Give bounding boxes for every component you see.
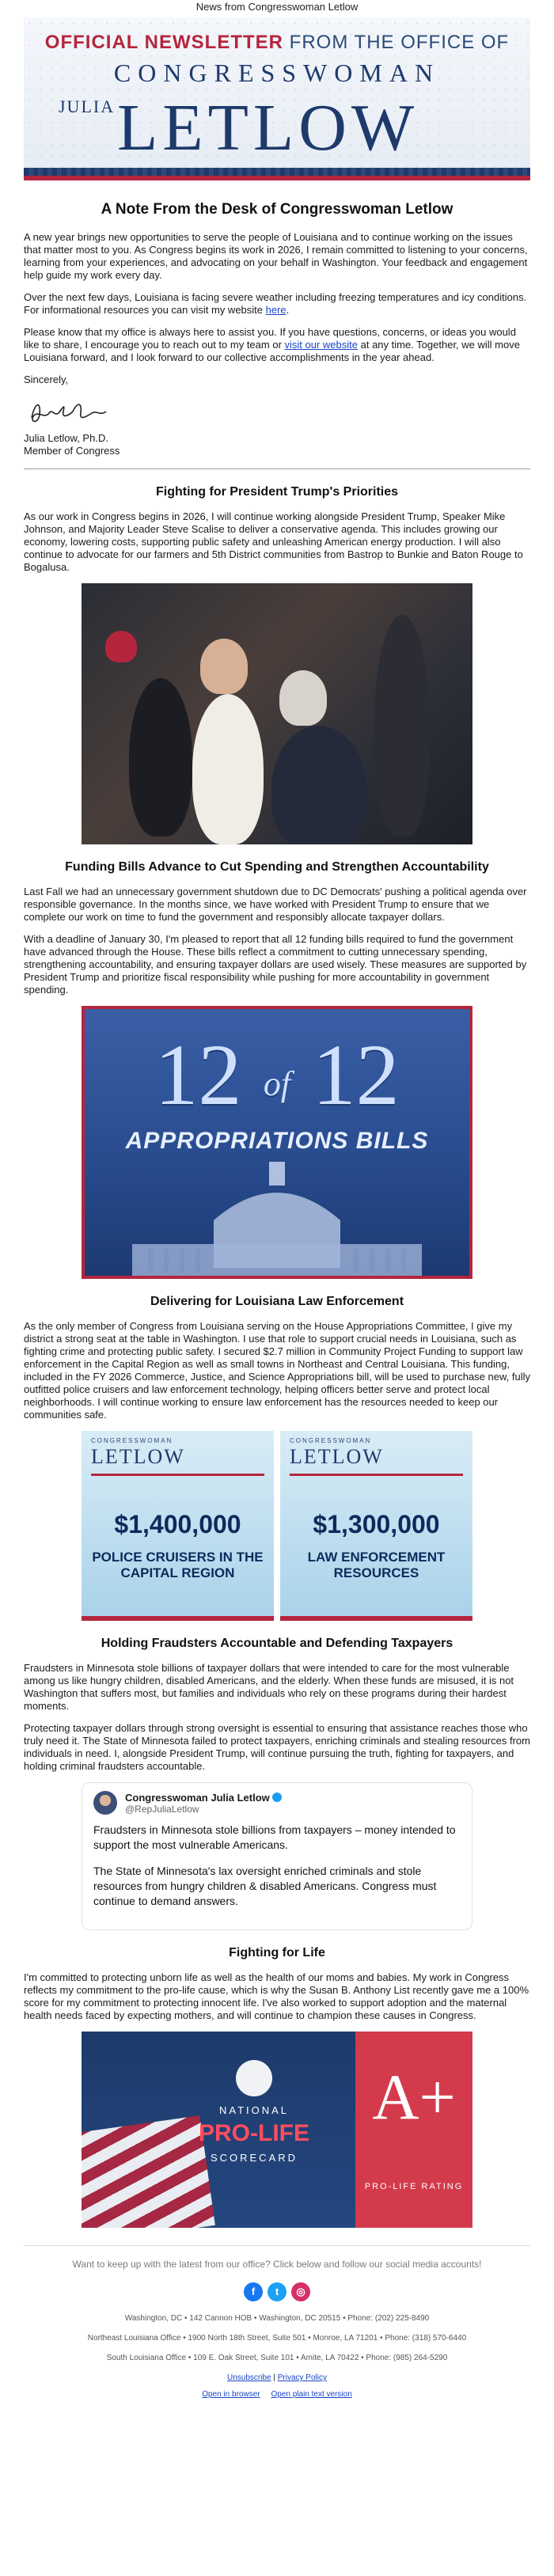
instagram-icon[interactable]: ◎ xyxy=(291,2282,310,2301)
life-paragraph: I'm committed to protecting unborn life as well as the health of our moms and babies. My work in Congress reflects my commitment to the pro-life cause, which is why the Susan B. Anthony List recently gave me a 100% score for my commitment to protecting innocent life. I've also worked to support adoption and the maternal health needs faced by expecting mothers, and will continue to champion these causes in Congress. xyxy=(24,1971,529,2021)
dc-office-address: Washington, DC • 142 Cannon HOB • Washington, DC 20515 • Phone: (202) 225-8490 xyxy=(124,2314,430,2323)
note-paragraph-3 xyxy=(24,326,530,364)
card-congresswoman: CONGRESSWOMAN xyxy=(290,1437,372,1444)
facebook-icon[interactable]: f xyxy=(244,2282,263,2301)
masthead-banner xyxy=(24,17,530,180)
tweet-author-name xyxy=(125,1792,282,1804)
footer xyxy=(24,2245,530,2399)
photo-figure xyxy=(271,726,366,844)
funding-cards xyxy=(82,1431,472,1621)
northeast-office-address: Northeast Louisiana Office • 1900 North 18th Street, Suite 501 • Monroe, LA 71201 • Phone: (318) 570-6440 xyxy=(87,2334,467,2343)
scorecard-pro-life: PRO-LIFE xyxy=(199,2120,309,2146)
of-word: of xyxy=(263,1064,291,1103)
tweet-author-name-text: Congresswoman Julia Letlow xyxy=(125,1791,270,1804)
funding-paragraph-1: Last Fall we had an unnecessary government shutdown due to DC Democrats' pushing a political agenda over responsible governance. In the months since, we have worked with President Trump to ensure that we complete our work on time to fund the government and responsibly allocate taxpayer dollars. xyxy=(24,886,527,923)
tweet-handle: @RepJuliaLetlow xyxy=(125,1803,199,1815)
masthead-official-newsletter: OFFICIAL NEWSLETTER xyxy=(44,32,283,53)
card-label: LAW ENFORCEMENT RESOURCES xyxy=(307,1550,446,1580)
masthead-congresswoman: CONGRESSWOMAN xyxy=(113,59,441,87)
law-enforcement-heading: Delivering for Louisiana Law Enforcement xyxy=(150,1295,404,1308)
photo-figure xyxy=(374,615,430,837)
priorities-paragraph: As our work in Congress begins in 2026, I will continue working alongside President Trump, Speaker Mike Johnson, and Majority Leader Steve Scalise to deliver a conservative agenda. This includes growing our economy, lowering costs, supporting public safety and unleashing American energy production. I will also continue to advocate for our farmers and 5th District communities from Bastrop to Bunkie and Baton Rouge to Bogalusa. xyxy=(24,510,523,573)
signature-block xyxy=(24,432,530,457)
avatar xyxy=(93,1791,117,1815)
law-enforcement-resources-card xyxy=(280,1431,472,1621)
card-label: POLICE CRUISERS IN THE CAPITAL REGION xyxy=(92,1550,264,1580)
note-p2-text: Over the next few days, Louisiana is facing severe weather including freezing temperatures and icy conditions. For informational resources you can visit my website xyxy=(24,291,527,316)
photo-figure xyxy=(279,670,327,726)
footer-separator: | xyxy=(273,2373,275,2382)
social-links xyxy=(24,2282,530,2301)
card-amount: $1,400,000 xyxy=(114,1510,241,1538)
note-p3-text: Please know that my office is always here to assist you. If you have questions, concerns, or ideas you would like to share, I encourage you to reach out to my team or xyxy=(24,326,516,351)
masthead-first-name: JULIA xyxy=(59,97,116,116)
card-congresswoman: CONGRESSWOMAN xyxy=(91,1437,173,1444)
embedded-tweet[interactable] xyxy=(82,1782,472,1930)
photo-figure xyxy=(192,694,264,844)
card-red-rule xyxy=(91,1474,264,1476)
card-base-bar xyxy=(280,1616,472,1621)
life-heading: Fighting for Life xyxy=(229,1946,325,1960)
preheader-text: News from Congresswoman Letlow xyxy=(195,1,359,13)
police-cruisers-card xyxy=(82,1431,274,1621)
photo-figure xyxy=(129,678,192,837)
photo-figure xyxy=(200,639,248,694)
bills-total-number: 12 xyxy=(312,1026,400,1123)
masthead-bottom-bar xyxy=(24,168,530,176)
privacy-policy-link[interactable]: Privacy Policy xyxy=(277,2373,327,2382)
state-of-union-photo xyxy=(82,583,472,844)
fraud-paragraph-2: Protecting taxpayer dollars through strong oversight is essential to ensuring that assistance reaches those who truly need it. The State of Minnesota failed to protect taxpayers, enriching criminals and stealing resources from individuals in need. I, alongside President Trump, will continue pursuing the truth, fighting for taxpayers, and holding criminal fraudsters accountable. xyxy=(24,1722,530,1772)
unsubscribe-link[interactable]: Unsubscribe xyxy=(226,2373,271,2382)
visit-website-link[interactable]: visit our website xyxy=(284,339,358,351)
scorecard-label: SCORECARD xyxy=(210,2152,298,2164)
note-closing: Sincerely, xyxy=(24,374,69,385)
handwritten-signature xyxy=(24,396,530,429)
masthead-from-office: FROM THE OFFICE OF xyxy=(289,32,510,53)
rating-caption: PRO-LIFE RATING xyxy=(364,2182,464,2191)
pro-life-scorecard-graphic xyxy=(82,2032,472,2228)
tweet-header xyxy=(93,1791,461,1815)
photo-figure xyxy=(105,631,137,662)
funding-paragraph-2: With a deadline of January 30, I'm pleased to report that all 12 funding bills required to fund the government have advanced through the House. These bills reflect a commitment to cutting unnecessary spending, strengthening accountability, and ensuring taxpayer dollars are used wisely. These measures are supported by President Trump and prioritize fiscal responsibility while pushing for more accountability in government spending. xyxy=(24,933,527,996)
funding-heading: Funding Bills Advance to Cut Spending and Strengthen Accountability xyxy=(65,860,489,874)
rating-grade: A+ xyxy=(372,2061,456,2133)
weather-resources-link[interactable]: here xyxy=(265,304,286,316)
card-red-rule xyxy=(290,1474,463,1476)
card-amount: $1,300,000 xyxy=(313,1510,440,1538)
open-in-browser-link[interactable]: Open in browser xyxy=(202,2390,260,2399)
note-paragraph-1: A new year brings new opportunities to serve the people of Louisiana and to continue working on the issues that matter most to you. As Congress begins its work in 2026, I remain committed to listening to your concerns, learning from your experiences, and advocating on your behalf in Washington. Your feedback and engagement help guide my work every day. xyxy=(24,231,528,281)
south-office-address: South Louisiana Office • 109 E. Oak Street, Suite 101 • Amite, LA 70422 • Phone: (985) 264-5290 xyxy=(106,2354,448,2362)
fraud-paragraph-1: Fraudsters in Minnesota stole billions of taxpayer dollars that were intended to care for the most vulnerable among us like hungry children, disabled Americans, and the elderly. When these funds are misused, it is not Washington that suffers most, but families and individuals who rely on these programs during their hardest moments. xyxy=(24,1662,514,1712)
masthead-last-name: LETLOW xyxy=(117,91,419,165)
note-p2-end: . xyxy=(286,304,290,316)
masthead-line1 xyxy=(24,32,530,54)
bills-passed-number: 12 xyxy=(154,1026,242,1123)
appropriations-label: APPROPRIATIONS BILLS xyxy=(125,1128,429,1154)
law-enforcement-paragraph: As the only member of Congress from Louisiana serving on the House Appropriations Committee, I give my district a strong seat at the table in Washington. I use that role to support crucial needs in Louisiana, such as fighting crime and protecting public safety. I secured $2.7 million in Community Project Funding to support law enforcement in the Capital Region as well as small towns in Northeast and Central Louisiana. This funding, included in the FY 2026 Commerce, Justice, and Science Appropriations bill, will be used to purchase new, fully outfitted police cruisers and law enforcement technology, helping officers better serve and protect local neighborhoods. I will continue working to ensure law enforcement has the resources needed to keep our communities safe. xyxy=(24,1320,531,1421)
sba-seal-icon xyxy=(236,2060,272,2096)
plain-text-link[interactable]: Open plain text version xyxy=(271,2390,352,2399)
card-base-bar xyxy=(82,1616,274,1621)
social-cta: Want to keep up with the latest from our office? Click below and follow our social media accounts! xyxy=(72,2259,482,2270)
card-letlow: LETLOW xyxy=(91,1445,185,1468)
twitter-icon[interactable]: t xyxy=(268,2282,286,2301)
tweet-text-2: The State of Minnesota's lax oversight enriched criminals and stole resources from hungry children & disabled Americans. Congress must continue to demand answers. xyxy=(93,1865,437,1907)
verified-check-icon xyxy=(272,1793,282,1802)
footer-links-row xyxy=(24,2373,530,2382)
fraud-heading: Holding Fraudsters Accountable and Defending Taxpayers xyxy=(101,1637,453,1650)
note-paragraph-2 xyxy=(24,291,530,317)
note-p3-end: at any time. Together, we will move Louisiana forward, and I look forward to our collective accomplishments in the year ahead. xyxy=(24,339,520,363)
appropriations-graphic xyxy=(82,1006,472,1279)
signature-title: Member of Congress xyxy=(24,445,120,457)
appropriations-count xyxy=(85,1026,469,1128)
card-letlow: LETLOW xyxy=(290,1445,384,1468)
footer-version-row xyxy=(24,2390,530,2399)
priorities-heading: Fighting for President Trump's Priorities xyxy=(155,485,399,499)
tweet-author xyxy=(125,1792,282,1815)
note-heading: A Note From the Desk of Congresswoman Letlow xyxy=(101,201,453,218)
newsletter-container xyxy=(24,17,530,2399)
capitol-dome-illustration xyxy=(85,1157,469,1276)
signature-name: Julia Letlow, Ph.D. xyxy=(24,432,108,444)
tweet-text-1: Fraudsters in Minnesota stole billions from taxpayers – money intended to support the most vulnerable Americans. xyxy=(93,1823,456,1851)
scorecard-national: NATIONAL xyxy=(218,2104,290,2116)
